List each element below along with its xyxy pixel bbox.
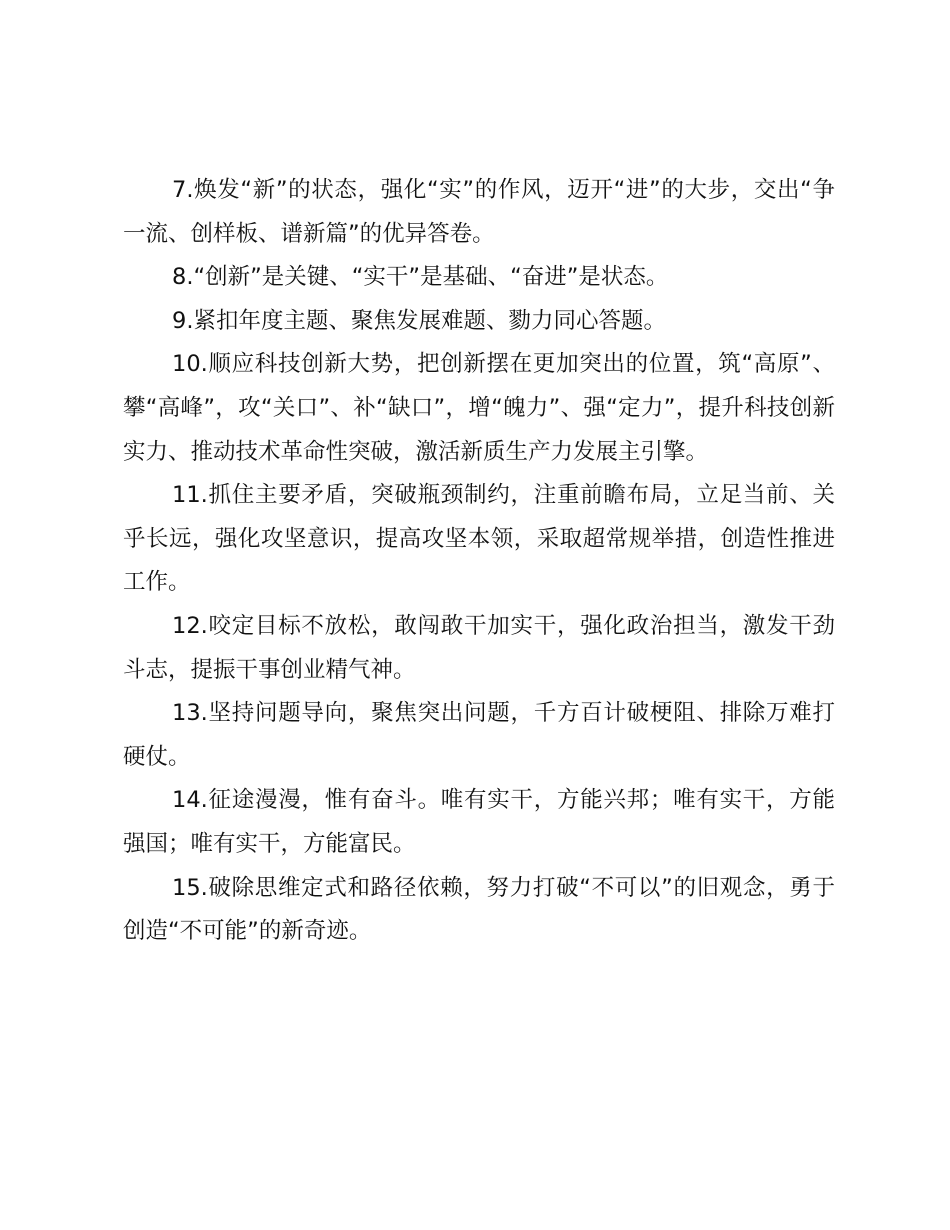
paragraph-15: 15.破除思维定式和路径依赖，努力打破“不可以”的旧观念，勇于创造“不可能”的新奇迹。 bbox=[123, 874, 835, 945]
paragraph-13: 13.坚持问题导向，聚焦突出问题，千方百计破梗阻、排除万难打硬仗。 bbox=[123, 700, 835, 770]
paragraph-14: 14.征途漫漫，惟有奋斗。唯有实干，方能兴邦；唯有实干，方能强国；唯有实干，方能富民。 bbox=[123, 787, 835, 857]
paragraph-8: 8.“创新”是关键、“实干”是基础、“奋进”是状态。 bbox=[172, 264, 669, 291]
paragraph-11: 11.抓住主要矛盾，突破瓶颈制约，注重前瞻布局，立足当前、关乎长远，强化攻坚意识，提高攻坚本领，采取超常规举措，创造性推进工作。 bbox=[123, 482, 835, 596]
paragraph-12: 12.咬定目标不放松，敢闯敢干加实干，强化政治担当，激发干劲斗志，提振干事创业精气神。 bbox=[123, 612, 835, 683]
paragraph-10: 10.顺应科技创新大势，把创新摆在更加突出的位置，筑“高原”、攀“高峰”，攻“关口”、补“缺口”，增“魄力”、强“定力”，提升科技创新实力、推动技术革命性突破，激活新质生产力发展主引擎。 bbox=[123, 351, 835, 465]
paragraph-9: 9.紧扣年度主题、聚焦发展难题、勠力同心答题。 bbox=[172, 307, 666, 334]
paragraph-7: 7.焕发“新”的状态，强化“实”的作风，迈开“进”的大步，交出“争一流、创样板、谱新篇”的优异答卷。 bbox=[123, 177, 835, 247]
document-body bbox=[123, 169, 835, 954]
